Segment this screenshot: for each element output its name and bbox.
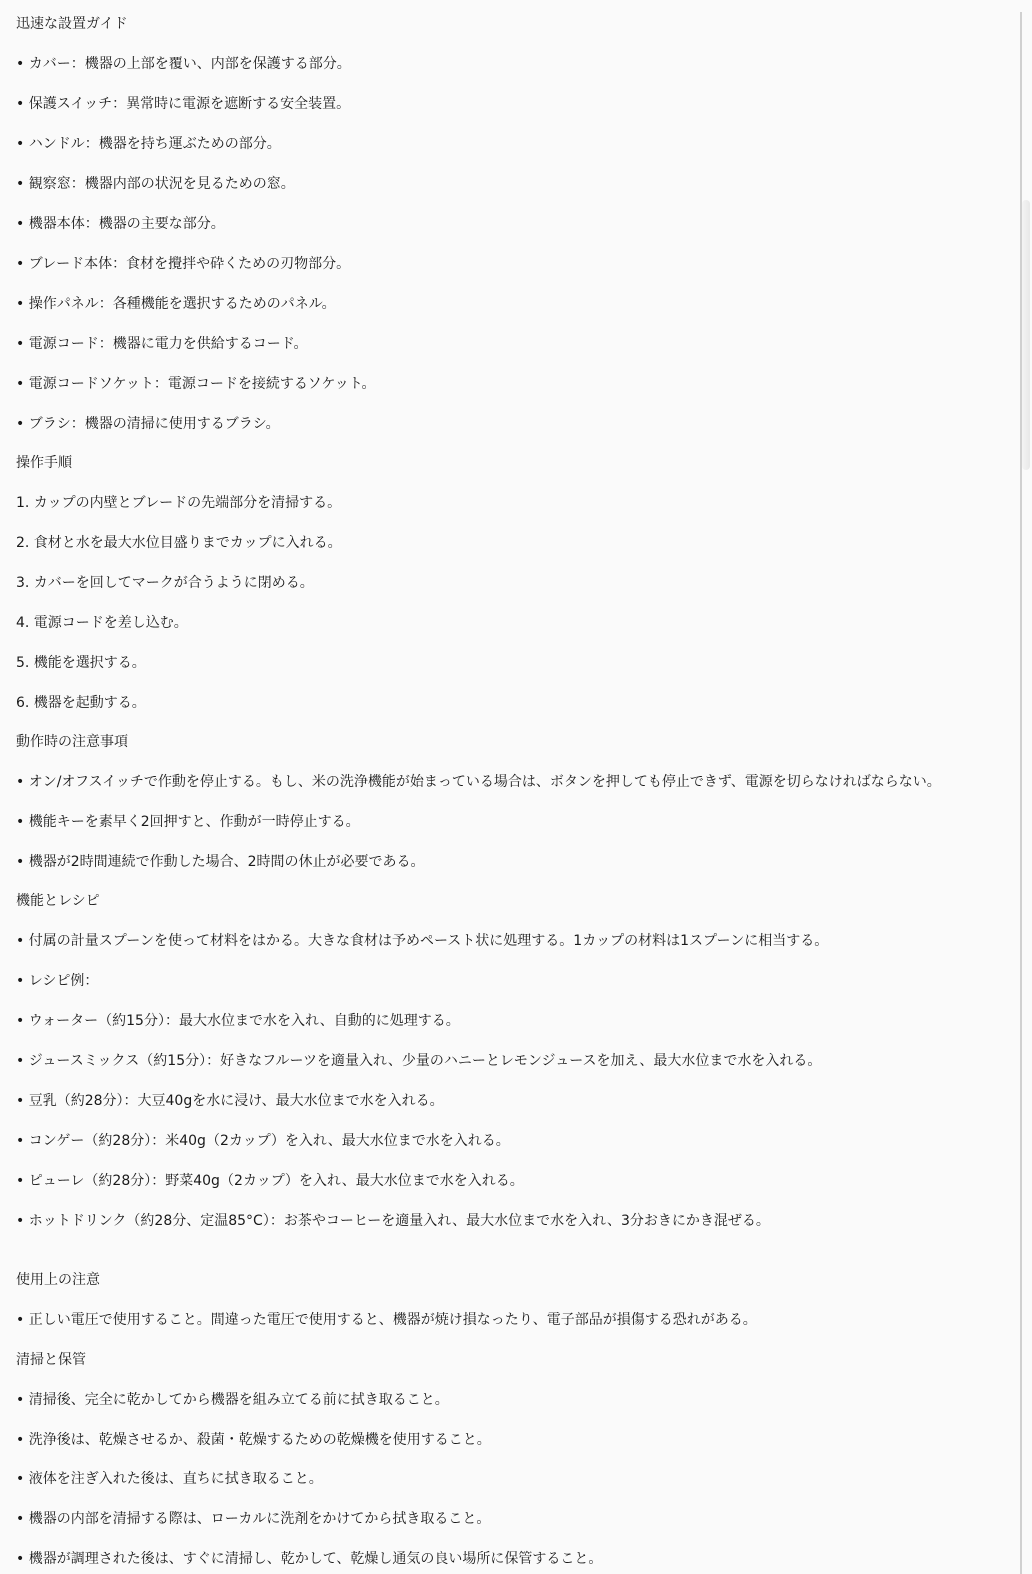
caution-item: • 機能キーを素早く2回押すと、作動が一時停止する。 <box>16 814 360 830</box>
section-heading-cautions: 動作時の注意事項 <box>16 734 128 750</box>
recipe-item: • ピューレ（約28分）：野菜40g（2カップ）を入れ、最大水位まで水を入れる。 <box>16 1173 524 1189</box>
caution-item: • オン/オフスイッチで作動を停止する。もし、米の洗浄機能が始まっている場合は、ボタンを押しても停止できず、電源を切らなければならない。 <box>16 774 941 790</box>
part-item-handle: • ハンドル：機器を持ち運ぶための部分。 <box>16 136 281 152</box>
window-edge-divider <box>1020 12 1022 1574</box>
section-heading-functions: 機能とレシピ <box>16 893 100 909</box>
recipe-item: • 豆乳（約28分）：大豆40gを水に浸け、最大水位まで水を入れる。 <box>16 1093 444 1109</box>
part-item-observation-window: • 観察窓：機器内部の状況を見るための窓。 <box>16 176 295 192</box>
part-item-main-body: • 機器本体：機器の主要な部分。 <box>16 216 225 232</box>
part-item-protection-switch: • 保護スイッチ：異常時に電源を遮断する安全装置。 <box>16 96 351 112</box>
recipe-item: • ウォーター（約15分）：最大水位まで水を入れ、自動的に処理する。 <box>16 1013 460 1029</box>
recipe-item: • ジュースミックス（約15分）：好きなフルーツを適量入れ、少量のハニーとレモンジュースを加え、最大水位まで水を入れる。 <box>16 1053 822 1069</box>
cleaning-item: • 洗浄後は、乾燥させるか、殺菌・乾燥するための乾燥機を使用すること。 <box>16 1432 491 1448</box>
recipe-heading: • レシピ例： <box>16 973 99 989</box>
cleaning-item: • 液体を注ぎ入れた後は、直ちに拭き取ること。 <box>16 1471 323 1487</box>
cleaning-item: • 清掃後、完全に乾かしてから機器を組み立てる前に拭き取ること。 <box>16 1392 449 1408</box>
part-item-brush: • ブラシ：機器の清掃に使用するブラシ。 <box>16 416 280 432</box>
part-item-blade: • ブレード本体：食材を攪拌や砕くための刃物部分。 <box>16 256 351 272</box>
step-item-3: 3. カバーを回してマークが合うように閉める。 <box>16 575 314 591</box>
section-heading-operation: 操作手順 <box>16 455 72 471</box>
step-item-6: 6. 機器を起動する。 <box>16 695 146 711</box>
cleaning-item: • 機器が調理された後は、すぐに清掃し、乾かして、乾燥し通気の良い場所に保管すること。 <box>16 1551 603 1567</box>
cleaning-item: • 機器の内部を清掃する際は、ローカルに洗剤をかけてから拭き取ること。 <box>16 1511 491 1527</box>
step-item-5: 5. 機能を選択する。 <box>16 655 146 671</box>
part-item-control-panel: • 操作パネル：各種機能を選択するためのパネル。 <box>16 296 336 312</box>
scrollbar-thumb[interactable] <box>1022 200 1030 470</box>
usage-note-item: • 正しい電圧で使用すること。間違った電圧で使用すると、機器が焼け損なったり、電子部品が損傷する恐れがある。 <box>16 1312 757 1328</box>
caution-item: • 機器が2時間連続で作動した場合、2時間の休止が必要である。 <box>16 854 425 870</box>
part-item-power-cord: • 電源コード：機器に電力を供給するコード。 <box>16 336 308 352</box>
step-item-4: 4. 電源コードを差し込む。 <box>16 615 188 631</box>
section-heading-usage-notes: 使用上の注意 <box>16 1272 100 1288</box>
step-item-1: 1. カップの内壁とブレードの先端部分を清掃する。 <box>16 495 342 511</box>
part-item-cover: • カバー：機器の上部を覆い、内部を保護する部分。 <box>16 56 351 72</box>
function-item: • 付属の計量スプーンを使って材料をはかる。大きな食材は予めペースト状に処理する。1カップの材料は1スプーンに相当する。 <box>16 933 829 949</box>
recipe-item: • コンゲー（約28分）：米40g（2カップ）を入れ、最大水位まで水を入れる。 <box>16 1133 510 1149</box>
part-item-power-socket: • 電源コードソケット：電源コードを接続するソケット。 <box>16 376 376 392</box>
recipe-item: • ホットドリンク（約28分、定温85°C）：お茶やコーヒーを適量入れ、最大水位まで水を入れ、3分おきにかき混ぜる。 <box>16 1213 770 1229</box>
section-heading-quick-setup: 迅速な設置ガイド <box>16 16 128 32</box>
section-heading-cleaning: 清掃と保管 <box>16 1352 86 1368</box>
step-item-2: 2. 食材と水を最大水位目盛りまでカップに入れる。 <box>16 535 342 551</box>
